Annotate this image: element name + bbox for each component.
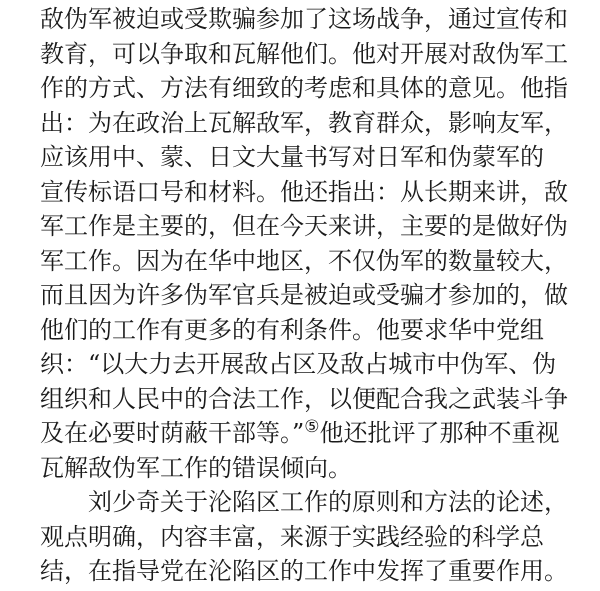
text-line: 军工作。因为在华中地区，不仅伪军的数量较大，: [40, 246, 568, 275]
text-segment: 他还批评了那种不重视: [319, 419, 560, 447]
text-line: 观点明确，内容丰富，来源于实践经验的科学总: [40, 522, 544, 551]
text-line: 组织和人民中的合法工作，以便配合我之武装斗争: [40, 384, 568, 413]
paragraph-first-line: 刘少奇关于沦陷区工作的原则和方法的论述，: [88, 488, 568, 516]
text-line: 他们的工作有更多的有利条件。他要求华中党组: [40, 315, 544, 344]
text-line: 作的方式、方法有细致的考虑和具体的意见。他指: [40, 74, 568, 102]
text-line: 瓦解敌伪军工作的错误倾向。: [40, 453, 352, 482]
text-line: 敌伪军被迫或受欺骗参加了这场战争，通过宣传和: [40, 5, 568, 33]
text-line: 教育，可以争取和瓦解他们。他对开展对敌伪军工: [40, 39, 568, 68]
text-line: 而且因为许多伪军官兵是被迫或受骗才参加的，做: [40, 281, 568, 309]
text-line: 应该用中、蒙、日文大量书写对日军和伪蒙军的: [40, 143, 544, 171]
text-line: 出：为在政治上瓦解敌军，教育群众，影响友军，: [40, 108, 568, 137]
text-line: 织：“以大力去开展敌占区及敌占城市中伪军、伪: [40, 350, 557, 378]
footnote-marker: ⑤: [304, 417, 320, 437]
text-line-with-footnote: [40, 416, 560, 451]
text-line: 结，在指导党在沦陷区的工作中发挥了重要作用。: [40, 557, 568, 585]
text-line: 军工作是主要的，但在今天来讲，主要的是做好伪: [40, 212, 568, 240]
text-segment: 及在必要时荫蔽干部等。”: [40, 419, 305, 447]
text-line: 宣传标语口号和材料。他还指出：从长期来讲，敌: [40, 177, 568, 206]
